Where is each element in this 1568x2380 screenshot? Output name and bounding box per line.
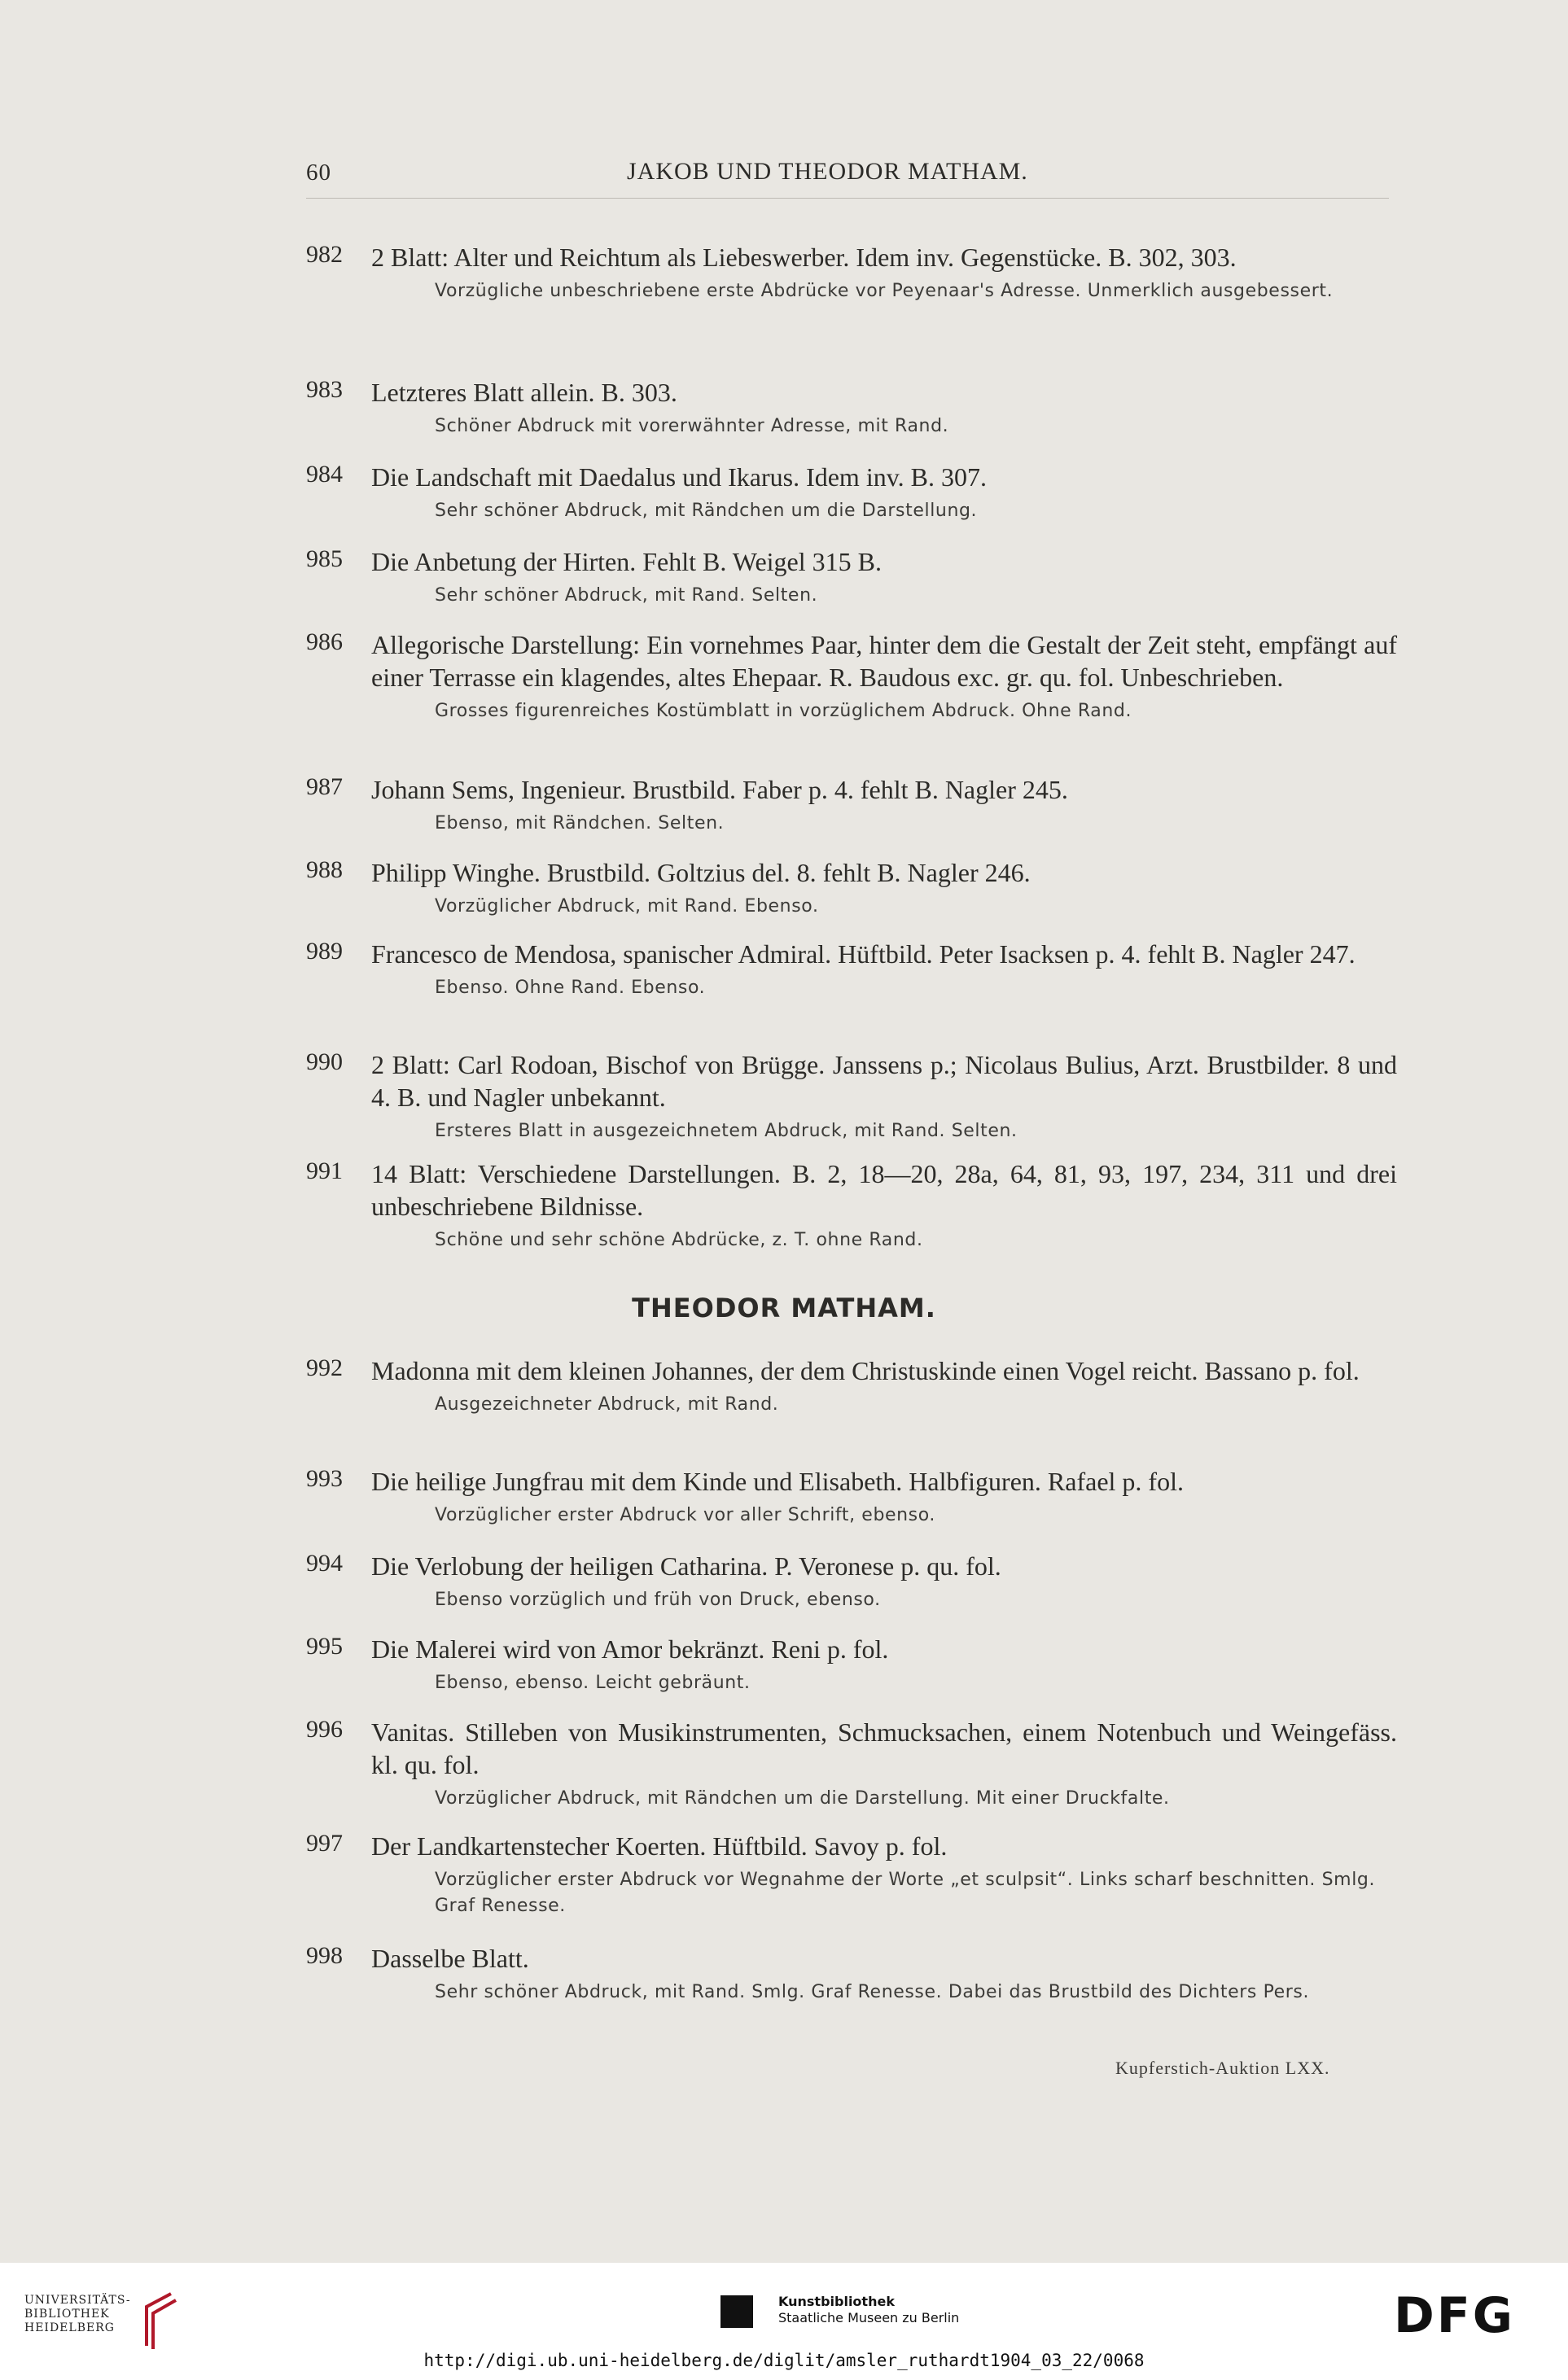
lot-number: 998 — [306, 1942, 343, 1969]
catalog-entry — [306, 856, 1397, 920]
entry-title: Die Anbetung der Hirten. Fehlt B. Weigel 315 B. — [371, 547, 882, 576]
running-head: JAKOB UND THEODOR MATHAM. — [627, 158, 1028, 185]
entry-title: Dasselbe Blatt. — [371, 1944, 529, 1973]
entry-title: Philipp Winghe. Brustbild. Goltzius del. 8. fehlt B. Nagler 246. — [371, 858, 1031, 887]
entry-title: 14 Blatt: Verschiedene Darstellungen. B. 2, 18—20, 28a, 64, 81, 93, 197, 234, 311 und drei unbeschriebene Bildnisse. — [371, 1159, 1397, 1221]
entry-note: Vorzüglicher erster Abdruck vor aller Schrift, ebenso. — [435, 1505, 936, 1525]
entry-title: 2 Blatt: Alter und Reichtum als Liebeswerber. Idem inv. Gegenstücke. B. 302, 303. — [371, 243, 1237, 272]
entry-title: Der Landkartenstecher Koerten. Hüftbild. Savoy p. fol. — [371, 1831, 948, 1861]
section-heading: THEODOR MATHAM. — [632, 1293, 936, 1323]
entry-title: Johann Sems, Ingenieur. Brustbild. Faber p. 4. fehlt B. Nagler 245. — [371, 775, 1068, 804]
lot-number: 992 — [306, 1354, 343, 1381]
entry-note: Ebenso vorzüglich und früh von Druck, ebenso. — [435, 1590, 881, 1610]
lot-number: 997 — [306, 1830, 343, 1857]
lot-number: 993 — [306, 1465, 343, 1492]
catalog-entry — [306, 1157, 1397, 1253]
catalog-entry — [306, 628, 1397, 724]
lot-number: 989 — [306, 938, 343, 965]
kunstbibliothek-logo[interactable]: Kunstbibliothek Staatliche Museen zu Berlin — [778, 2294, 960, 2325]
kunstbibliothek-logo-icon — [720, 2295, 753, 2328]
catalog-entry — [306, 241, 1397, 304]
lot-number: 990 — [306, 1048, 343, 1075]
catalog-entry — [306, 1550, 1397, 1613]
entry-note: Sehr schöner Abdruck, mit Rändchen um die Darstellung. — [435, 501, 978, 521]
catalog-entry — [306, 1830, 1397, 1919]
entry-title: Vanitas. Stilleben von Musikinstrumenten, Schmucksachen, einem Notenbuch und Weingefäss. kl. qu. fol. — [371, 1717, 1397, 1779]
university-library-logo[interactable]: UNIVERSITÄTS- BIBLIOTHEK HEIDELBERG — [24, 2294, 131, 2334]
catalog-entry — [306, 1633, 1397, 1696]
lot-number: 994 — [306, 1550, 343, 1577]
entry-note: Vorzüglicher erster Abdruck vor Wegnahme der Worte „et sculpsit“. Links scharf beschnitten. Smlg. Graf Renesse. — [435, 1870, 1376, 1916]
catalog-entry — [306, 1942, 1397, 2006]
entry-note: Ausgezeichneter Abdruck, mit Rand. — [435, 1394, 779, 1415]
viewer-footer — [0, 2263, 1568, 2380]
lot-number: 984 — [306, 461, 343, 488]
entry-title: Allegorische Darstellung: Ein vornehmes Paar, hinter dem die Gestalt der Zeit steht, empfängt auf einer Terrasse ein klagendes, altes Ehepaar. R. Baudous exc. gr. qu. fol. Unbeschrieben. — [371, 630, 1397, 692]
entry-note: Sehr schöner Abdruck, mit Rand. Selten. — [435, 585, 818, 606]
entry-title: Die Malerei wird von Amor bekränzt. Reni p. fol. — [371, 1634, 889, 1664]
signature-mark: Kupferstich-Auktion LXX. — [1115, 2058, 1330, 2078]
entry-title: Die Verlobung der heiligen Catharina. P. Veronese p. qu. fol. — [371, 1551, 1001, 1581]
lot-number: 988 — [306, 856, 343, 883]
catalog-entry — [306, 1354, 1397, 1418]
catalog-entry — [306, 938, 1397, 1001]
catalog-entry — [306, 1716, 1397, 1812]
lot-number: 995 — [306, 1633, 343, 1660]
entry-title: Die heilige Jungfrau mit dem Kinde und Elisabeth. Halbfiguren. Rafael p. fol. — [371, 1467, 1184, 1496]
library-emblem-icon — [138, 2289, 184, 2354]
entry-note: Vorzüglicher Abdruck, mit Rändchen um die Darstellung. Mit einer Druckfalte. — [435, 1788, 1170, 1809]
entry-note: Vorzügliche unbeschriebene erste Abdrücke vor Peyenaar's Adresse. Unmerklich ausgebessert. — [435, 281, 1334, 301]
lot-number: 991 — [306, 1157, 343, 1184]
entry-note: Ebenso. Ohne Rand. Ebenso. — [435, 978, 706, 998]
catalog-entry — [306, 461, 1397, 524]
entry-note: Ersteres Blatt in ausgezeichnetem Abdruck, mit Rand. Selten. — [435, 1121, 1018, 1141]
entry-title: Madonna mit dem kleinen Johannes, der dem Christuskinde einen Vogel reicht. Bassano p. fol. — [371, 1356, 1360, 1385]
permalink-url[interactable]: http://digi.ub.uni-heidelberg.de/diglit/amsler_ruthardt1904_03_22/0068 — [423, 2351, 1145, 2370]
lot-number: 983 — [306, 376, 343, 403]
lot-number: 982 — [306, 241, 343, 268]
entry-note: Grosses figurenreiches Kostümblatt in vorzüglichem Abdruck. Ohne Rand. — [435, 701, 1132, 721]
header-rule — [306, 198, 1389, 199]
entry-note: Vorzüglicher Abdruck, mit Rand. Ebenso. — [435, 896, 819, 917]
catalog-entry — [306, 1465, 1397, 1529]
page-number: 60 — [306, 160, 331, 186]
lot-number: 987 — [306, 773, 343, 800]
entry-note: Ebenso, ebenso. Leicht gebräunt. — [435, 1673, 751, 1693]
entry-note: Schöne und sehr schöne Abdrücke, z. T. ohne Rand. — [435, 1230, 923, 1250]
entry-title: Die Landschaft mit Daedalus und Ikarus. Idem inv. B. 307. — [371, 462, 987, 492]
entry-title: Francesco de Mendosa, spanischer Admiral. Hüftbild. Peter Isacksen p. 4. fehlt B. Nagler 247. — [371, 939, 1356, 969]
lot-number: 986 — [306, 628, 343, 655]
catalog-entry — [306, 545, 1397, 609]
lot-number: 996 — [306, 1716, 343, 1743]
catalog-entry — [306, 376, 1397, 440]
entry-title: Letzteres Blatt allein. B. 303. — [371, 378, 677, 407]
entry-note: Schöner Abdruck mit vorerwähnter Adresse, mit Rand. — [435, 416, 949, 436]
entry-title: 2 Blatt: Carl Rodoan, Bischof von Brügge. Janssens p.; Nicolaus Bulius, Arzt. Brustbilder. 8 und 4. B. und Nagler unbekannt. — [371, 1050, 1397, 1112]
dfg-logo[interactable]: DFG — [1394, 2287, 1516, 2344]
catalog-entry — [306, 1048, 1397, 1144]
entry-note: Sehr schöner Abdruck, mit Rand. Smlg. Graf Renesse. Dabei das Brustbild des Dichters Pers. — [435, 1982, 1310, 2002]
catalog-entry — [306, 773, 1397, 837]
lot-number: 985 — [306, 545, 343, 572]
entry-note: Ebenso, mit Rändchen. Selten. — [435, 813, 725, 833]
